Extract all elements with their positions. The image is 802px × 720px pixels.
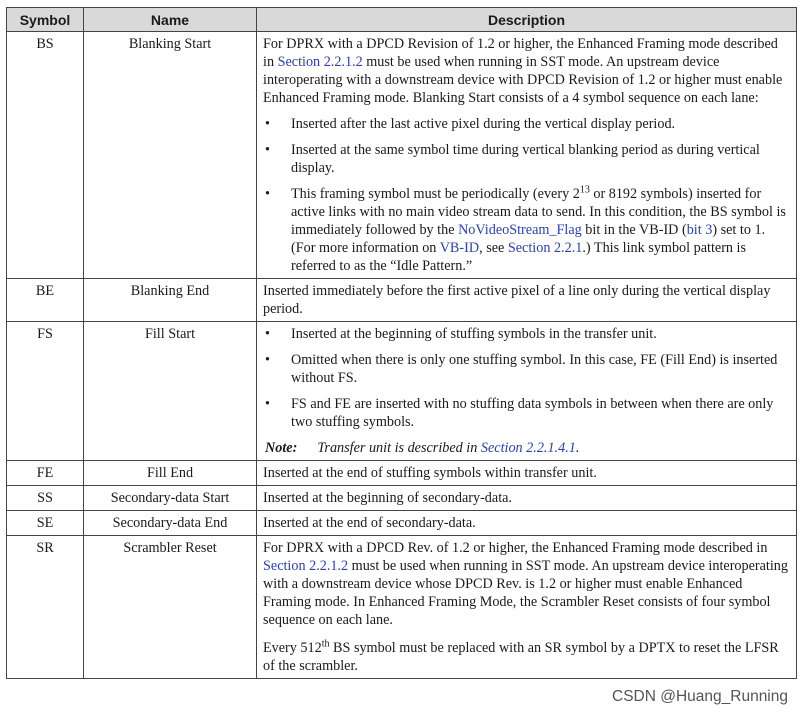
name-cell: Blanking Start	[84, 32, 257, 279]
section-link[interactable]: Section 2.2.1.4.1	[480, 440, 576, 456]
symbol-cell: BE	[7, 279, 84, 322]
bullet-list	[263, 115, 790, 275]
name-cell: Secondary-data End	[84, 511, 257, 536]
description-paragraph: For DPRX with a DPCD Rev. of 1.2 or higher, the Enhanced Framing mode described in Section 2.2.1.2 must be used when running in SST mode. An upstream device interoperating with a downstream device whose DPCD Rev. is 1.2 or higher must enable Enhanced Framing mode. In Enhanced Framing Mode, the Scrambler Reset consists of four symbol sequence on each lane.	[263, 540, 788, 628]
list-item: • FS and FE are inserted with no stuffing data symbols in between when there are only two stuffing symbols.	[263, 395, 790, 431]
symbol-cell: SS	[7, 486, 84, 511]
description-cell	[257, 322, 797, 461]
description-cell	[257, 536, 797, 679]
table-row	[7, 279, 797, 322]
list-item: • Omitted when there is only one stuffing symbol. In this case, FE (Fill End) is inserted without FS.	[263, 351, 790, 387]
name-cell: Fill Start	[84, 322, 257, 461]
table-header-row	[7, 8, 797, 32]
note: Note: Transfer unit is described in Section 2.2.1.4.1.	[265, 440, 580, 456]
bullet-list	[263, 325, 790, 431]
description-cell: Inserted at the beginning of secondary-data.	[257, 486, 797, 511]
list-item: • This framing symbol must be periodically (every $2^{13}$ or 8192 symbols) inserted for active links with no main video stream data to send. In this condition, the BS symbol is immediately followed by the NoVideoStream_Flag bit in the VB-ID (bit 3) set to 1. (For more information on VB-ID, see Section 2.2.1.) This link symbol pattern is referred to as the “Idle Pattern.”	[263, 185, 790, 275]
symbol-cell: SE	[7, 511, 84, 536]
table-row	[7, 32, 797, 279]
section-link[interactable]: Section 2.2.1.2	[263, 558, 349, 574]
table-row	[7, 511, 797, 536]
symbol-cell: FS	[7, 322, 84, 461]
description-cell	[257, 32, 797, 279]
section-link[interactable]: Section 2.2.1.2	[277, 54, 363, 70]
symbol-cell: BS	[7, 32, 84, 279]
name-cell: Blanking End	[84, 279, 257, 322]
symbol-table	[6, 7, 797, 679]
bit3-link[interactable]: bit 3	[686, 222, 713, 238]
header-description: Description	[257, 8, 797, 32]
list-item: • Inserted at the same symbol time during vertical blanking period as during vertical display.	[263, 141, 790, 177]
description-paragraph: Every 512th BS symbol must be replaced with an SR symbol by a DPTX to reset the LFSR of the scrambler.	[263, 638, 779, 674]
description-paragraph: For DPRX with a DPCD Revision of 1.2 or higher, the Enhanced Framing mode described in Section 2.2.1.2 must be used when running in SST mode. An upstream device interoperating with a downstream device with DPCD Revision of 1.2 or higher must enable Enhanced Framing mode. Blanking Start consists of a 4 symbol sequence on each lane:	[263, 36, 783, 106]
list-item: • Inserted at the beginning of stuffing symbols in the transfer unit.	[263, 325, 790, 343]
name-cell: Scrambler Reset	[84, 536, 257, 679]
name-cell: Secondary-data Start	[84, 486, 257, 511]
list-item: • Inserted after the last active pixel during the vertical display period.	[263, 115, 790, 133]
description-cell: Inserted at the end of stuffing symbols within transfer unit.	[257, 461, 797, 486]
table-row	[7, 486, 797, 511]
table-row	[7, 536, 797, 679]
watermark: CSDN @Huang_Running	[612, 688, 788, 705]
vb-id-link[interactable]: VB-ID	[439, 240, 480, 256]
description-cell: Inserted immediately before the first active pixel of a line only during the vertical display period.	[257, 279, 797, 322]
table-row	[7, 322, 797, 461]
symbol-cell: FE	[7, 461, 84, 486]
section-link[interactable]: Section 2.2.1	[507, 240, 583, 256]
novideostream-flag-link[interactable]: NoVideoStream_Flag	[458, 222, 582, 238]
name-cell: Fill End	[84, 461, 257, 486]
symbol-cell: SR	[7, 536, 84, 679]
table-row	[7, 461, 797, 486]
description-cell: Inserted at the end of secondary-data.	[257, 511, 797, 536]
header-symbol: Symbol	[7, 8, 84, 32]
header-name: Name	[84, 8, 257, 32]
